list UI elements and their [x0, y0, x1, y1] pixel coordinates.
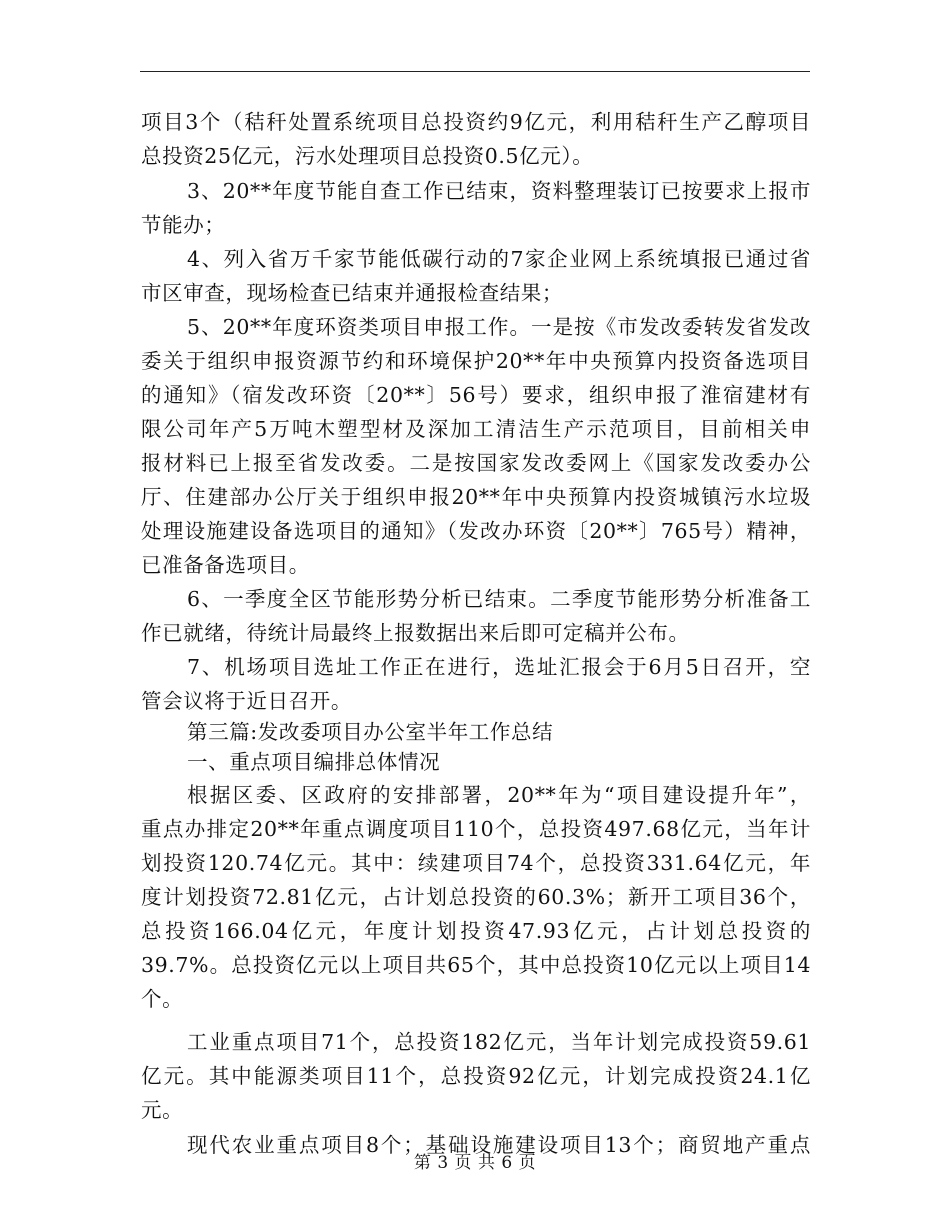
page-number-footer: 第 3 页 共 6 页 — [413, 1153, 537, 1173]
paragraph-line: 报材料已上报至省发改委。二是按国家发改委网上《国家发改委办公 — [141, 451, 811, 475]
paragraph-line: 划投资120.74亿元。其中：续建项目74个，总投资331.64亿元，年 — [141, 851, 811, 875]
paragraph-line: 的通知》（宿发改环资〔20**〕56号）要求，组织申报了淮宿建材有 — [141, 383, 811, 407]
paragraph-line: 总投资166.04亿元，年度计划投资47.93亿元，占计划总投资的 — [141, 919, 811, 943]
paragraph-line: 7、机场项目选址工作正在进行，选址汇报会于6月5日召开，空 — [187, 655, 811, 679]
paragraph-line: 6、一季度全区节能形势分析已结束。二季度节能形势分析准备工 — [187, 587, 811, 611]
paragraph-line: 个。 — [141, 987, 184, 1011]
section-heading: 一、重点项目编排总体情况 — [187, 750, 441, 774]
paragraph-line: 根据区委、区政府的安排部署，20**年为“项目建设提升年”， — [187, 783, 811, 807]
paragraph-line: 度计划投资72.81亿元，占计划总投资的60.3%；新开工项目36个， — [141, 885, 811, 909]
paragraph-line: 3、20**年度节能自查工作已结束，资料整理装订已按要求上报市 — [187, 179, 811, 203]
paragraph-line: 元。 — [141, 1098, 184, 1122]
paragraph-line: 4、列入省万千家节能低碳行动的7家企业网上系统填报已通过省 — [187, 247, 811, 271]
paragraph-line: 限公司年产5万吨木塑型材及深加工清洁生产示范项目，目前相关申 — [141, 417, 811, 441]
paragraph-line: 项目3个（秸秆处置系统项目总投资约9亿元，利用秸秆生产乙醇项目 — [141, 110, 811, 134]
paragraph-line: 厅、住建部办公厅关于组织申报20**年中央预算内投资城镇污水垃圾 — [141, 485, 811, 509]
paragraph-line: 作已就绪，待统计局最终上报数据出来后即可定稿并公布。 — [141, 621, 690, 645]
paragraph-line: 现代农业重点项目8个；基础设施建设项目13个；商贸地产重点 — [187, 1133, 811, 1157]
paragraph-line: 委关于组织申报资源节约和环境保护20**年中央预算内投资备选项目 — [141, 349, 811, 373]
paragraph-line: 已准备备选项目。 — [141, 553, 310, 577]
paragraph-line: 总投资25亿元，污水处理项目总投资0.5亿元）。 — [141, 144, 594, 168]
section-title: 第三篇:发改委项目办公室半年工作总结 — [187, 720, 554, 744]
paragraph-line: 节能办； — [141, 213, 226, 237]
paragraph-line: 重点办排定20**年重点调度项目110个，总投资497.68亿元，当年计 — [141, 817, 811, 841]
paragraph-line: 处理设施建设备选项目的通知》（发改办环资〔20**〕765号）精神， — [141, 519, 811, 543]
paragraph-line: 亿元。其中能源类项目11个，总投资92亿元，计划完成投资24.1亿 — [141, 1064, 811, 1088]
paragraph-line: 市区审查，现场检查已结束并通报检查结果； — [141, 281, 563, 305]
paragraph-line: 工业重点项目71个，总投资182亿元，当年计划完成投资59.61 — [187, 1030, 811, 1054]
paragraph-line: 5、20**年度环资类项目申报工作。一是按《市发改委转发省发改 — [187, 315, 811, 339]
paragraph-line: 39.7%。总投资亿元以上项目共65个，其中总投资10亿元以上项目14 — [141, 953, 811, 977]
paragraph-line: 管会议将于近日召开。 — [141, 689, 352, 713]
